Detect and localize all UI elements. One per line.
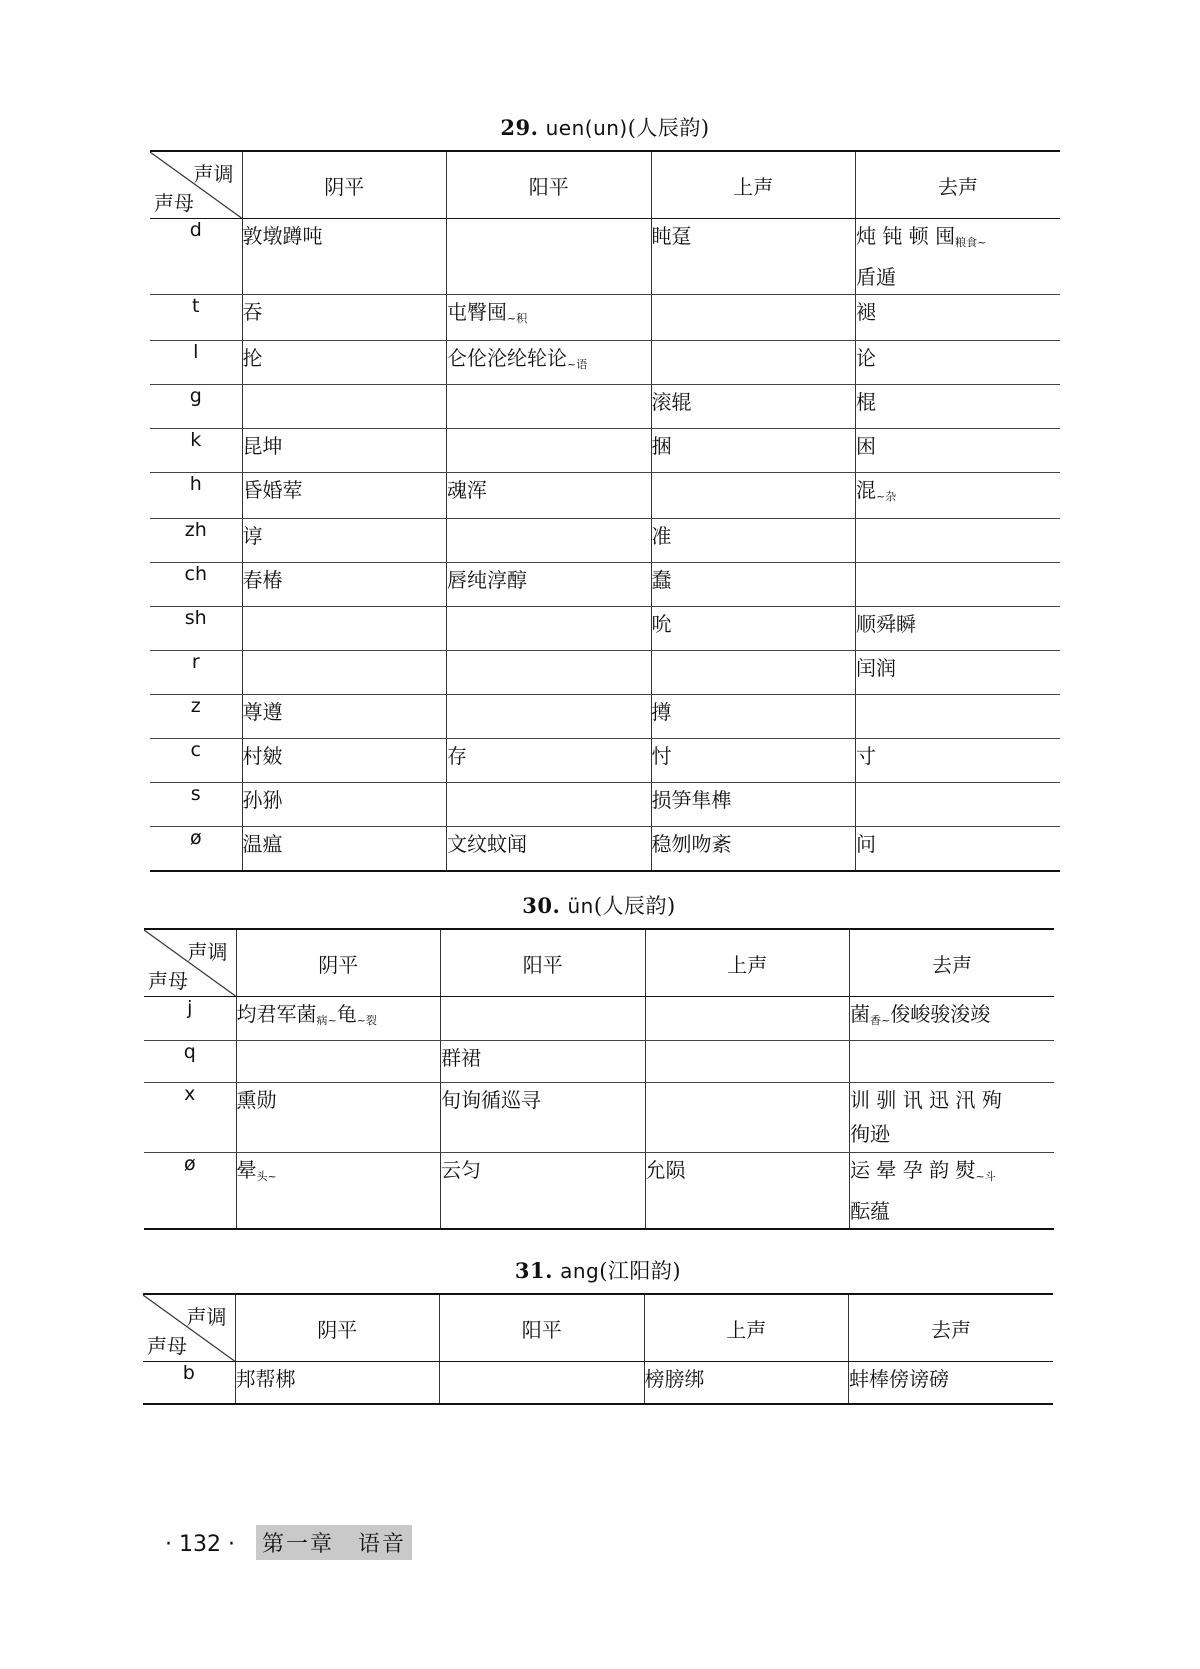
- character-cell: [856, 783, 1061, 827]
- initial-cell: g: [150, 385, 242, 429]
- initial-cell: s: [150, 783, 242, 827]
- characters: 盹趸: [651, 224, 692, 248]
- characters: 褪: [856, 300, 876, 324]
- characters: 运 晕 孕 韵 熨: [850, 1158, 976, 1182]
- characters: 菌: [850, 1002, 870, 1026]
- characters: 吞: [242, 300, 263, 324]
- character-cell: [236, 1153, 441, 1230]
- initial-cell: k: [150, 429, 242, 473]
- character-cell: [235, 1362, 440, 1404]
- characters: 顺舜瞬: [856, 612, 916, 636]
- usage-note: 头~: [256, 1170, 277, 1183]
- character-cell: [651, 429, 856, 473]
- section-title: [143, 1255, 1053, 1285]
- character-cell: [651, 563, 856, 607]
- initial-cell: l: [150, 341, 242, 385]
- page-footer: [165, 1525, 412, 1560]
- character-cell: [856, 695, 1061, 739]
- section-rhyme: (江阳韵): [599, 1259, 682, 1283]
- character-cell: [242, 695, 447, 739]
- characters: 困: [856, 434, 876, 458]
- tone-header-label: 声调: [187, 940, 228, 964]
- characters: 榜膀绑: [644, 1367, 705, 1391]
- characters: 春椿: [242, 568, 283, 592]
- tone-header-label: 声调: [193, 162, 234, 186]
- character-cell: [242, 385, 447, 429]
- section-final: ün: [567, 894, 594, 918]
- table-header-row: [144, 929, 1054, 997]
- characters: 忖: [651, 744, 672, 768]
- section-title: [150, 112, 1060, 142]
- section-final: ang: [560, 1259, 600, 1283]
- characters: 晕: [236, 1158, 257, 1182]
- character-cell: [645, 1153, 850, 1230]
- table-body: [144, 997, 1054, 1230]
- character-cell: [447, 607, 652, 651]
- character-cell: [447, 385, 652, 429]
- table-body: [143, 1362, 1053, 1404]
- characters: 唇纯淳醇: [447, 568, 527, 592]
- character-cell: [242, 219, 447, 295]
- initial-cell: ø: [144, 1153, 236, 1230]
- characters: 温瘟: [242, 832, 283, 856]
- character-cell: [856, 385, 1061, 429]
- table-row: [144, 1153, 1054, 1230]
- character-cell: [856, 295, 1061, 341]
- initial-cell: q: [144, 1041, 236, 1083]
- character-cell: [850, 1041, 1055, 1083]
- character-cell: [447, 827, 652, 871]
- section-29: [150, 112, 1060, 872]
- character-cell: [242, 827, 447, 871]
- character-cell: [850, 997, 1055, 1041]
- initial-cell: c: [150, 739, 242, 783]
- character-cell: [447, 295, 652, 341]
- character-cell: [651, 739, 856, 783]
- usage-note: ~积: [507, 312, 528, 325]
- initial-cell: r: [150, 651, 242, 695]
- character-cell: [447, 473, 652, 519]
- character-cell: [645, 997, 850, 1041]
- page-number: · 132 ·: [165, 1532, 235, 1557]
- diagonal-header-cell: [143, 1294, 235, 1362]
- section-number: 30.: [522, 893, 561, 918]
- section-final: uen(un): [545, 116, 628, 140]
- tone-header: 阳平: [441, 929, 646, 997]
- initial-cell: ch: [150, 563, 242, 607]
- character-cell: [856, 563, 1061, 607]
- characters: 屯臀囤: [447, 300, 507, 324]
- character-cell: [651, 783, 856, 827]
- character-cell: [849, 1362, 1054, 1404]
- table-header-row: [150, 151, 1060, 219]
- initial-cell: h: [150, 473, 242, 519]
- section-number: 31.: [514, 1258, 553, 1283]
- character-cell: [242, 473, 447, 519]
- rhyme-table: [143, 1293, 1053, 1405]
- table-row: [150, 827, 1060, 871]
- initial-cell: ø: [150, 827, 242, 871]
- rhyme-table: [144, 928, 1054, 1230]
- table-row: [150, 651, 1060, 695]
- usage-note: 粮食~: [955, 236, 987, 249]
- character-cell: [447, 219, 652, 295]
- table-row: [150, 695, 1060, 739]
- characters: 稳刎吻紊: [651, 832, 732, 856]
- diagonal-header-cell: [150, 151, 242, 219]
- table-row: [144, 1083, 1054, 1153]
- character-cell: [242, 783, 447, 827]
- character-cell: [651, 219, 856, 295]
- characters: 炖 钝 顿 囤: [856, 224, 956, 248]
- initial-cell: z: [150, 695, 242, 739]
- characters: 撙: [651, 700, 672, 724]
- section-31: [143, 1255, 1053, 1405]
- characters: 存: [447, 744, 467, 768]
- character-cell: [447, 563, 652, 607]
- initial-header-label: 声母: [154, 191, 194, 215]
- character-cell: [856, 739, 1061, 783]
- initial-cell: t: [150, 295, 242, 341]
- characters: 蚌棒傍谤磅: [849, 1367, 949, 1391]
- character-cell: [242, 341, 447, 385]
- character-cell: [242, 519, 447, 563]
- characters: 论: [856, 346, 876, 370]
- character-cell: [856, 607, 1061, 651]
- character-cell: [856, 651, 1061, 695]
- table-row: [144, 1041, 1054, 1083]
- table-row: [150, 295, 1060, 341]
- tone-header: 阴平: [242, 151, 447, 219]
- chapter-label: 第一章 语音: [256, 1525, 412, 1560]
- table-row: [150, 783, 1060, 827]
- characters: 蠢: [651, 568, 672, 592]
- characters: 盾遁: [856, 265, 896, 289]
- character-cell: [447, 651, 652, 695]
- initial-cell: zh: [150, 519, 242, 563]
- character-cell: [236, 1083, 441, 1153]
- characters: 寸: [856, 744, 876, 768]
- characters: 滚辊: [651, 390, 692, 414]
- characters: 准: [651, 524, 672, 548]
- section-rhyme: (人辰韵): [627, 116, 710, 140]
- characters: 棍: [856, 390, 876, 414]
- characters: 昆坤: [242, 434, 283, 458]
- characters: 群裙: [441, 1046, 481, 1070]
- section-number: 29.: [500, 115, 539, 140]
- usage-note: 香~: [870, 1014, 891, 1027]
- character-cell: [651, 827, 856, 871]
- characters: 敦墩蹲吨: [242, 224, 323, 248]
- table-row: [150, 341, 1060, 385]
- character-cell: [242, 563, 447, 607]
- character-cell: [651, 519, 856, 563]
- characters: 尊遵: [242, 700, 283, 724]
- character-cell: [242, 739, 447, 783]
- characters: 徇逊: [850, 1122, 890, 1146]
- character-cell: [651, 385, 856, 429]
- character-cell: [856, 827, 1061, 871]
- characters: 熏勋: [236, 1088, 277, 1112]
- characters: 魂浑: [447, 478, 487, 502]
- character-cell: [242, 429, 447, 473]
- tone-header: 上声: [651, 151, 856, 219]
- usage-note: ~裂: [356, 1014, 377, 1027]
- character-cell: [651, 607, 856, 651]
- table-row: [143, 1362, 1053, 1404]
- characters: 问: [856, 832, 876, 856]
- section-30: [144, 890, 1054, 1230]
- characters: 酝蕴: [850, 1199, 890, 1223]
- tone-header: 去声: [850, 929, 1055, 997]
- character-cell: [856, 219, 1061, 295]
- characters: 文纹蚊闻: [447, 832, 527, 856]
- characters: 训 驯 讯 迅 汛 殉: [850, 1088, 1002, 1112]
- table-row: [150, 739, 1060, 783]
- tone-header: 阴平: [235, 1294, 440, 1362]
- table-row: [150, 519, 1060, 563]
- character-cell: [242, 651, 447, 695]
- table-row: [150, 429, 1060, 473]
- character-cell: [645, 1083, 850, 1153]
- characters: 旬询循巡寻: [441, 1088, 541, 1112]
- character-cell: [850, 1083, 1055, 1153]
- rhyme-table: [150, 150, 1060, 872]
- characters: 孙狲: [242, 788, 283, 812]
- characters: 吮: [651, 612, 672, 636]
- characters: 龟: [336, 1002, 357, 1026]
- character-cell: [651, 651, 856, 695]
- tone-header: 去声: [856, 151, 1061, 219]
- table-body: [150, 219, 1060, 871]
- characters: 混: [856, 478, 876, 502]
- table-row: [150, 385, 1060, 429]
- initial-header-label: 声母: [147, 1334, 187, 1358]
- usage-note: ~斗: [975, 1170, 996, 1183]
- tone-header: 上声: [645, 929, 850, 997]
- tone-header: 上声: [644, 1294, 849, 1362]
- table-row: [150, 473, 1060, 519]
- character-cell: [651, 695, 856, 739]
- initial-cell: b: [143, 1362, 235, 1404]
- character-cell: [441, 997, 646, 1041]
- character-cell: [856, 429, 1061, 473]
- usage-note: ~语: [567, 358, 588, 371]
- character-cell: [236, 1041, 441, 1083]
- character-cell: [850, 1153, 1055, 1230]
- tone-header-label: 声调: [186, 1305, 227, 1329]
- section-title: [144, 890, 1054, 920]
- character-cell: [447, 739, 652, 783]
- character-cell: [447, 341, 652, 385]
- table-row: [150, 563, 1060, 607]
- initial-cell: x: [144, 1083, 236, 1153]
- initial-cell: sh: [150, 607, 242, 651]
- diagonal-header-cell: [144, 929, 236, 997]
- initial-cell: d: [150, 219, 242, 295]
- initial-cell: j: [144, 997, 236, 1041]
- character-cell: [856, 473, 1061, 519]
- characters: 谆: [242, 524, 263, 548]
- characters: 损笋隼榫: [651, 788, 732, 812]
- section-rhyme: (人辰韵): [593, 894, 676, 918]
- tone-header: 阳平: [447, 151, 652, 219]
- table-row: [144, 997, 1054, 1041]
- character-cell: [447, 695, 652, 739]
- character-cell: [447, 519, 652, 563]
- characters: 昏婚荤: [242, 478, 303, 502]
- character-cell: [447, 783, 652, 827]
- table-row: [150, 607, 1060, 651]
- characters: 云匀: [441, 1158, 481, 1182]
- character-cell: [651, 341, 856, 385]
- characters: 抡: [242, 346, 263, 370]
- characters: 村皴: [242, 744, 283, 768]
- character-cell: [440, 1362, 645, 1404]
- characters: 允陨: [645, 1158, 686, 1182]
- initial-header-label: 声母: [148, 969, 188, 993]
- tone-header: 去声: [849, 1294, 1054, 1362]
- characters: 均君军菌: [236, 1002, 317, 1026]
- characters: 捆: [651, 434, 672, 458]
- characters: 仑伦沦纶轮论: [447, 346, 567, 370]
- character-cell: [651, 295, 856, 341]
- characters: 闰润: [856, 656, 896, 680]
- table-header-row: [143, 1294, 1053, 1362]
- table-row: [150, 219, 1060, 295]
- character-cell: [644, 1362, 849, 1404]
- character-cell: [645, 1041, 850, 1083]
- characters: 俊峻骏浚竣: [890, 1002, 991, 1026]
- character-cell: [242, 607, 447, 651]
- character-cell: [447, 429, 652, 473]
- characters: 邦帮梆: [235, 1367, 296, 1391]
- character-cell: [441, 1041, 646, 1083]
- character-cell: [441, 1153, 646, 1230]
- tone-header: 阴平: [236, 929, 441, 997]
- character-cell: [441, 1083, 646, 1153]
- character-cell: [856, 341, 1061, 385]
- usage-note: ~杂: [876, 490, 897, 503]
- tone-header: 阳平: [440, 1294, 645, 1362]
- character-cell: [242, 295, 447, 341]
- usage-note: 病~: [316, 1014, 337, 1027]
- character-cell: [651, 473, 856, 519]
- character-cell: [856, 519, 1061, 563]
- character-cell: [236, 997, 441, 1041]
